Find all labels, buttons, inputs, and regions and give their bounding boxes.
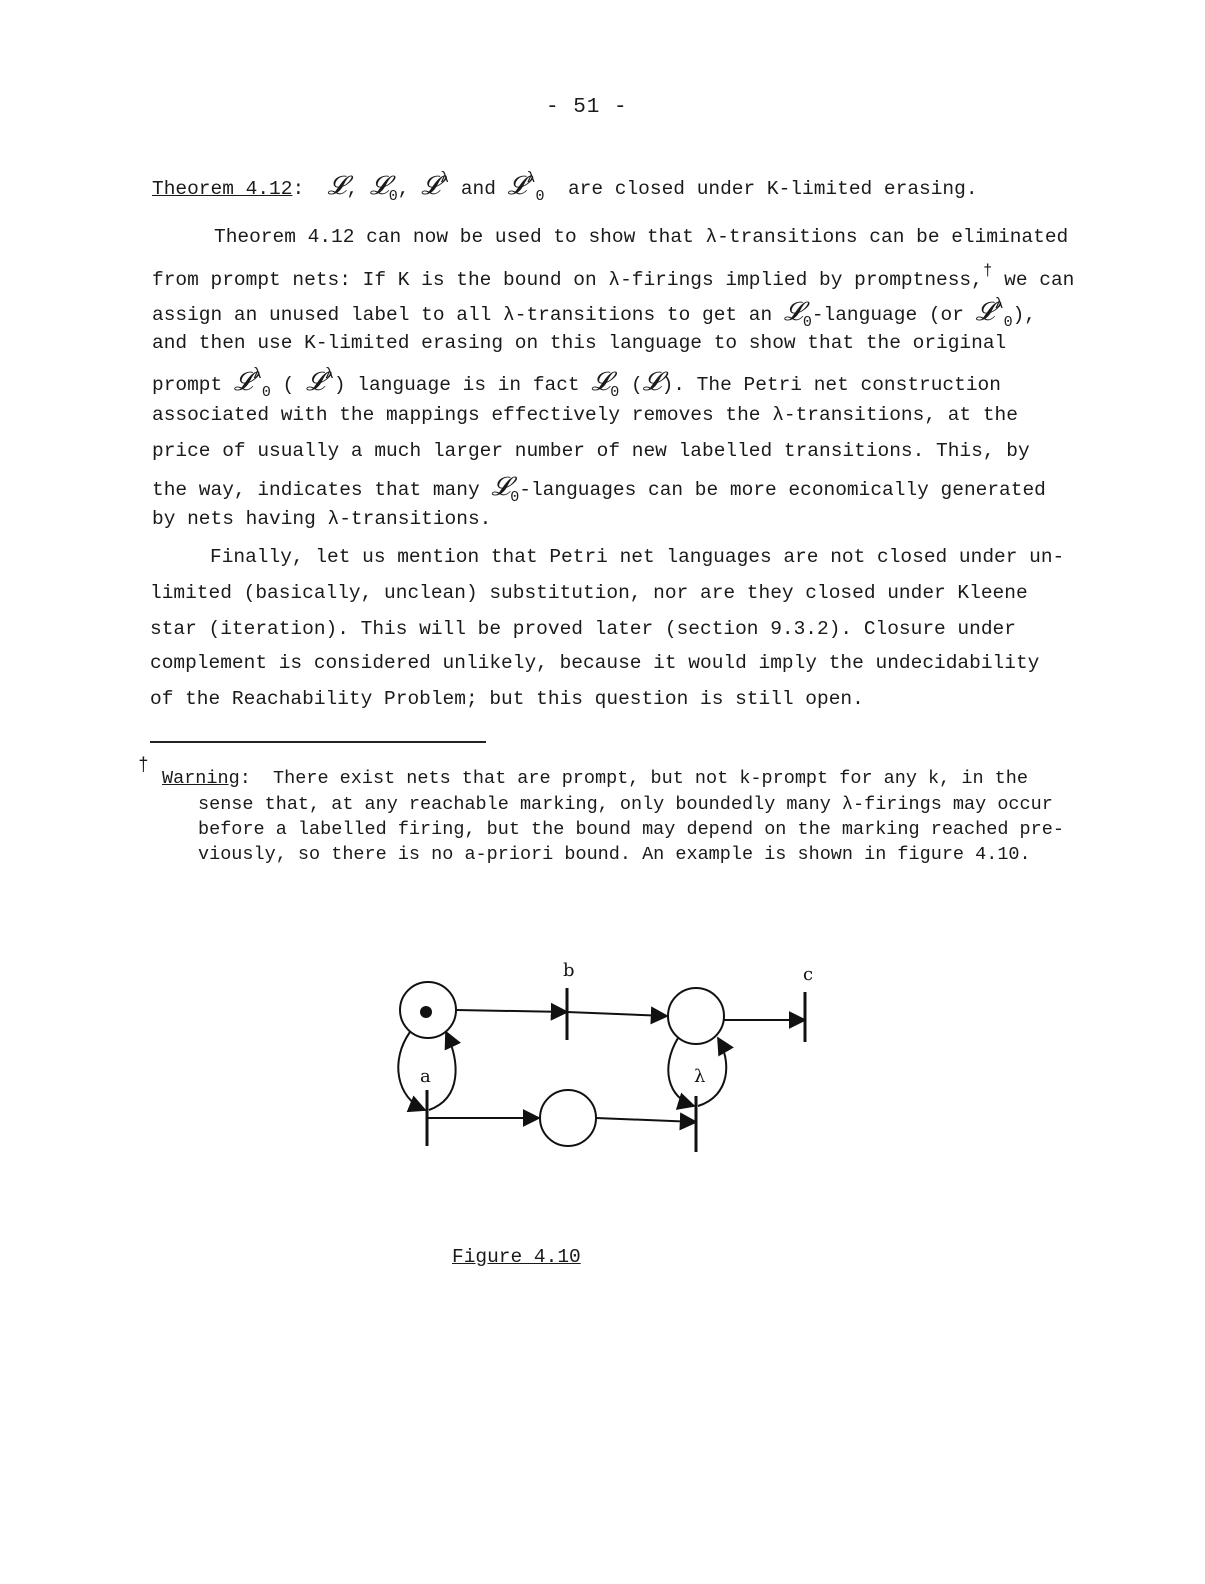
footnote-line-2: sense that, at any reachable marking, only boundedly many λ-firings may occur (198, 794, 1053, 815)
para2-line-3: star (iteration). This will be proved later (section 9.3.2). Closure under (150, 618, 1016, 640)
para2-line-1: Finally, let us mention that Petri net languages are not closed under un- (210, 546, 1065, 568)
theorem-statement: Theorem 4.12: 𝓛, 𝓛$_0$, 𝓛$^\lambda$ and 𝓛$^\lambda_0$ are closed under K-limited erasing. (152, 170, 978, 205)
arc-a-to-start (429, 1032, 456, 1110)
figure-caption: Figure 4.10 (452, 1246, 581, 1268)
arc-b-to-right (567, 1012, 667, 1016)
para1-line-3: assign an unused label to all λ-transitions to get an 𝓛$_0$-language (or 𝓛$^\lambda_0$), (152, 296, 1036, 331)
arc-middle-to-lambda (596, 1118, 696, 1122)
label-b: b (563, 960, 575, 981)
arc-right-to-lambda (668, 1038, 694, 1106)
para1-line-7: price of usually a much larger number of new labelled transitions. This, by (152, 440, 1030, 462)
token (420, 1006, 432, 1018)
footnote-line-1: Warning: There exist nets that are prompt, but not k-prompt for any k, in the (162, 768, 1028, 789)
language-L0lambda-symbol: 𝓛 (507, 171, 527, 201)
petri-net-figure (380, 950, 840, 1170)
place-middle (540, 1090, 596, 1146)
para1-line-4: and then use K-limited erasing on this language to show that the original (152, 332, 1007, 354)
para1-line-1: Theorem 4.12 can now be used to show that λ-transitions can be eliminated (214, 226, 1069, 248)
footnote-reference: † (982, 262, 993, 280)
place-right (668, 988, 724, 1044)
footnote-line-4: viously, so there is no a-priori bound. An example is shown in figure 4.10. (198, 844, 1031, 865)
label-lambda: λ (694, 1066, 706, 1087)
para1-line-5: prompt 𝓛$^\lambda_0$ ( 𝓛$^\lambda$) language is in fact 𝓛$_0$ (𝓛). The Petri net construction (152, 366, 1001, 401)
footnote-label: Warning (162, 768, 240, 789)
footnote-line-3: before a labelled firing, but the bound may depend on the marking reached pre- (198, 819, 1064, 840)
theorem-label: Theorem 4.12 (152, 178, 293, 200)
label-a: a (420, 1066, 431, 1087)
para1-line-2: from prompt nets: If K is the bound on λ-firings implied by promptness,† we can (152, 262, 1075, 291)
arc-start-to-b (456, 1010, 567, 1012)
para1-line-9: by nets having λ-transitions. (152, 508, 492, 530)
page-number: - 51 - (546, 96, 628, 119)
label-c: c (803, 964, 814, 985)
para2-line-4: complement is considered unlikely, because it would imply the undecidability (150, 652, 1040, 674)
footnote-mark: † (138, 756, 149, 776)
language-L0-symbol: 𝓛 (369, 171, 389, 201)
para1-line-6: associated with the mappings effectively removes the λ-transitions, at the (152, 404, 1018, 426)
footnote-rule (150, 741, 486, 743)
para2-line-5: of the Reachability Problem; but this question is still open. (150, 688, 864, 710)
language-L-symbol: 𝓛 (327, 171, 347, 201)
para2-line-2: limited (basically, unclean) substitution, nor are they closed under Kleene (150, 582, 1028, 604)
language-Llambda-symbol: 𝓛 (421, 171, 441, 201)
para1-line-8: the way, indicates that many 𝓛$_0$-languages can be more economically generated (152, 472, 1046, 506)
